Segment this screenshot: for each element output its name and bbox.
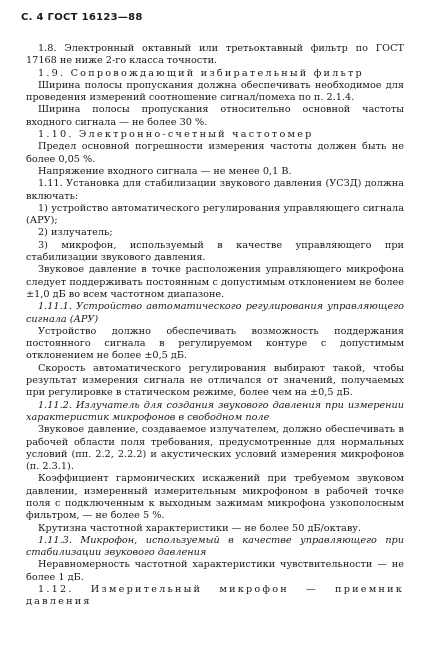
- list-item-2: 2) излучатель;: [38, 227, 113, 239]
- list-item-1: 1) устройство автоматического регулирования управляющего сигнала (АРУ);: [26, 202, 404, 227]
- section-heading-1-11-2: 1.11.2. Излучатель для создания звукового давления при измерении характеристик микрофонов в свободном поле: [26, 399, 404, 423]
- paragraph-nonuniformity: Неравномерность частотной характеристики чувствительности — не более 1 дБ.: [26, 559, 404, 583]
- list-item-3: 3) микрофон, используемый в качестве управляющего при стабилизации звукового давления.: [26, 239, 404, 264]
- paragraph-harmonic-distortion: Коэффициент гармонических искажений при требуемом звуковом давлении, измеренный измерительным микрофоном в рабочей точке поля с подключенным к выходным зажимам микрофона узкополосным фильтром, — не более 5 %.: [26, 473, 404, 522]
- paragraph-1-8: 1.8. Электронный октавный или третьоктавный фильтр по ГОСТ 17168 не ниже 2-го класса точности.: [26, 43, 404, 67]
- section-heading-1-10: 1.10. Электронно-счетный частотомер: [38, 129, 314, 141]
- paragraph-bandwidth-relative: Ширина полосы пропускания относительно основной частоты входного сигнала — не более 30 %.: [26, 104, 404, 128]
- paragraph-1-11: 1.11. Установка для стабилизации звукового давления (УСЗД) должна включать:: [26, 178, 404, 202]
- paragraph-device-requirement: Устройство должно обеспечивать возможность поддержания постоянного сигнала в регулируемом контуре с допустимым отклонением не более ±0,5 дБ.: [26, 325, 404, 362]
- page-header: С. 4 ГОСТ 16123—88: [21, 12, 143, 23]
- paragraph-sound-pressure: Звуковое давление в точке расположения управляющего микрофона следует поддерживать постоянным с допустимым отклонением не более ±1,0 дБ во всем частотном диапазоне.: [26, 264, 404, 300]
- section-heading-1-11-1: 1.11.1. Устройство автоматического регулирования управляющего сигнала (АРУ): [26, 301, 404, 325]
- paragraph-slope: Крутизна частотной характеристики — не более 50 дБ/октаву.: [38, 522, 362, 534]
- section-heading-1-12: 1.12. Измерительный микрофон — приемник давления: [26, 584, 404, 608]
- paragraph-input-voltage: Напряжение входного сигнала — не менее 0,1 В.: [38, 165, 292, 177]
- section-heading-1-11-3: 1.11.3. Микрофон, используемый в качестве управляющего при стабилизации звукового давления: [26, 534, 404, 559]
- paragraph-frequency-error: Предел основной погрешности измерения частоты должен быть не более 0,05 %.: [26, 141, 404, 165]
- section-heading-1-9: 1.9. Сопровождающий избирательный фильтр: [38, 67, 364, 79]
- paragraph-bandwidth: Ширина полосы пропускания должна обеспечивать необходимое для проведения измерений соотношение сигнал/помеха по п. 2.1.4.: [26, 79, 404, 104]
- document-body: [26, 43, 404, 609]
- paragraph-regulation-speed: Скорость автоматического регулирования выбирают такой, чтобы результат измерения сигнала не отличался от значений, получаемых при регулировке в статическом режиме, более чем на ±0,5 дБ.: [26, 362, 404, 399]
- paragraph-emitter-pressure: Звуковое давление, создаваемое излучателем, должно обеспечивать в рабочей области поля требования, предусмотренные для нормальных условий (пп. 2.2, 2.2.2) и акустических условий измерения микрофонов (п. 2.3.1).: [26, 424, 404, 473]
